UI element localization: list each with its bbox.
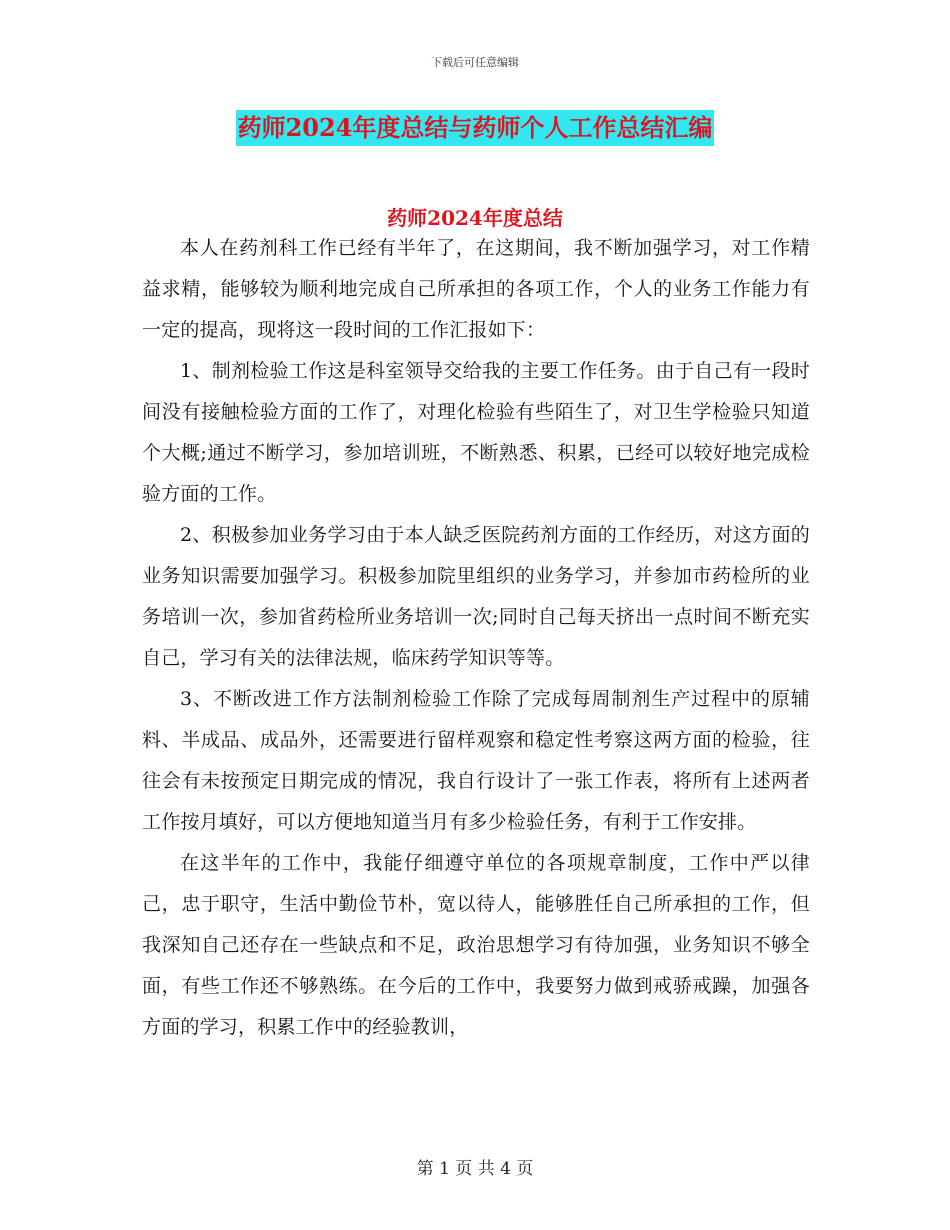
section-title: 药师2024年度总结 (387, 206, 563, 230)
header-note: 下载后可任意编辑 (431, 56, 519, 69)
paragraph-item-2: 2、积极参加业务学习由于本人缺乏医院药剂方面的工作经历，对这方面的业务知识需要加强学习。积极参加院里组织的业务学习，并参加市药检所的业务培训一次，参加省药检所业务培训一次;同时自己每天挤出一点时间不断充实自己，学习有关的法律法规，临床药学知识等等。 (142, 524, 810, 669)
document-body (142, 228, 810, 1048)
paragraph-item-1: 1、制剂检验工作这是科室领导交给我的主要工作任务。由于自己有一段时间没有接触检验方面的工作了，对理化检验有些陌生了，对卫生学检验只知道个大概;通过不断学习，参加培训班，不断熟悉、积累，已经可以较好地完成检验方面的工作。 (142, 360, 810, 505)
document-title: 药师2024年度总结与药师个人工作总结汇编 (236, 110, 715, 146)
paragraph-summary: 在这半年的工作中，我能仔细遵守单位的各项规章制度，工作中严以律己，忠于职守，生活中勤俭节朴，宽以待人，能够胜任自己所承担的工作，但我深知自己还存在一些缺点和不足，政治思想学习有待加强，业务知识不够全面，有些工作还不够熟练。在今后的工作中，我要努力做到戒骄戒躁，加强各方面的学习，积累工作中的经验教训， (142, 852, 810, 1038)
paragraph-intro: 本人在药剂科工作已经有半年了，在这期间，我不断加强学习，对工作精益求精，能够较为顺利地完成自己所承担的各项工作，个人的业务工作能力有一定的提高，现将这一段时间的工作汇报如下： (142, 237, 810, 341)
page-number-footer: 第 1 页 共 4 页 (416, 1159, 534, 1179)
document-title-wrap (0, 110, 950, 146)
paragraph-item-3: 3、不断改进工作方法制剂检验工作除了完成每周制剂生产过程中的原辅料、半成品、成品外，还需要进行留样观察和稳定性考察这两方面的检验，往往会有未按预定日期完成的情况，我自行设计了一张工作表，将所有上述两者工作按月填好，可以方便地知道当月有多少检验任务，有利于工作安排。 (142, 688, 810, 833)
